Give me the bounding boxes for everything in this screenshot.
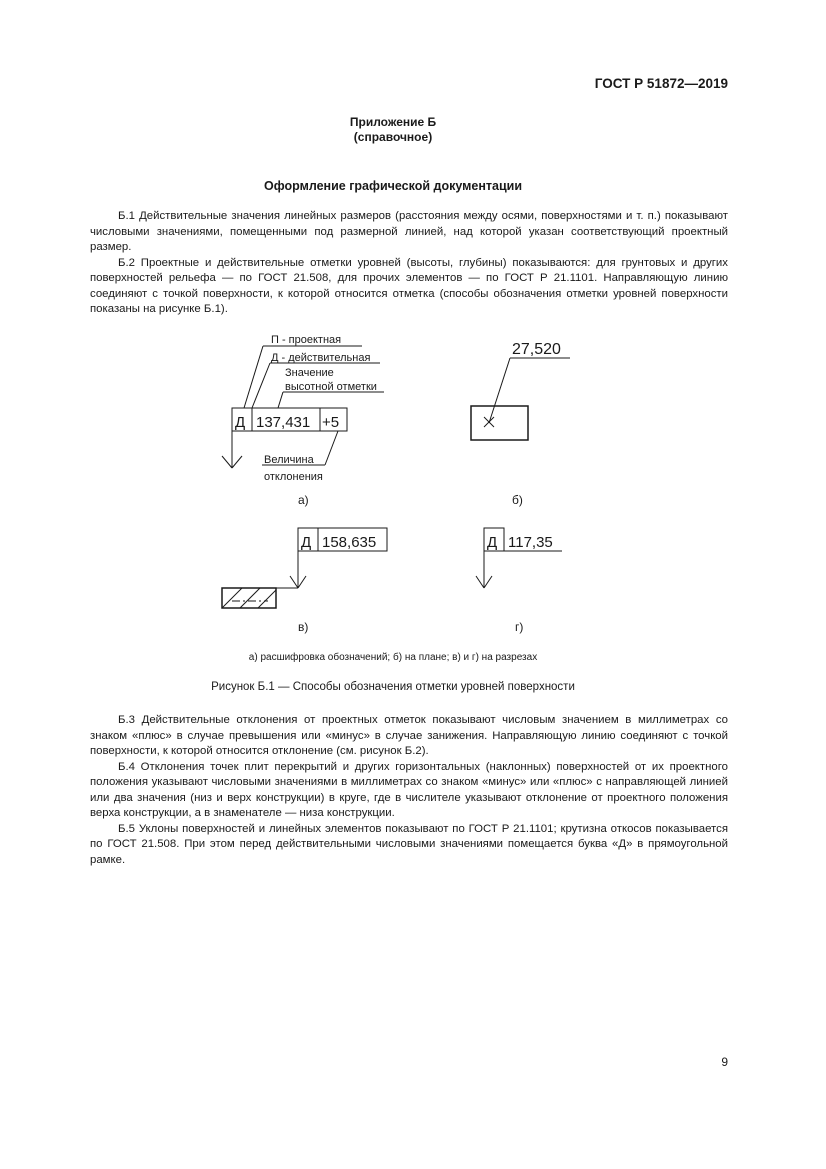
appendix-heading xyxy=(0,115,786,145)
caption-g: г) xyxy=(515,620,524,634)
page-number: 9 xyxy=(721,1055,728,1069)
paragraphs-top xyxy=(90,209,728,318)
paragraph-b1: Б.1 Действительные значения линейных размеров (расстояния между осями, поверхностями и т. п.) показывают числовыми значениями, помещенными под размерной линией, над которой указан соответствующий проектный размер. xyxy=(90,210,728,253)
box-letter-v: Д xyxy=(301,534,312,551)
paragraph-b5: Б.5 Уклоны поверхностей и линейных элементов показывают по ГОСТ Р 21.1101; крутизна откосов показывается по ГОСТ 21.508. При этом перед действительными числовыми значениями помещается буква «Д» в прямоугольной рамке. xyxy=(90,822,728,866)
figure-part-b xyxy=(471,341,570,507)
paragraph-b2: Б.2 Проектные и действительные отметки уровней (высоты, глубины) показываются: для грунтовых и других поверхностей рельефа — по ГОСТ 21.508, для прочих элементов — по ГОСТ Р 21.1101. Направляющую линию соединяют с точкой поверхности, к которой относится отметка (способы обозначения отметки уровней поверхности показаны на рисунке Б.1). xyxy=(90,256,728,315)
paragraphs-bottom xyxy=(90,713,728,868)
figure-caption: Рисунок Б.1 — Способы обозначения отметки уровней поверхности xyxy=(211,681,575,693)
figure-b1 xyxy=(0,325,826,645)
box-letter-a: Д xyxy=(235,414,246,431)
box-deviation-a: +5 xyxy=(322,414,340,431)
appendix-title: Приложение Б xyxy=(349,115,437,129)
box-letter-g: Д xyxy=(487,534,498,551)
caption-a: а) xyxy=(298,493,309,507)
section-title: Оформление графической документации xyxy=(263,179,523,193)
paragraph-b4: Б.4 Отклонения точек плит перекрытий и других горизонтальных (наклонных) поверхностей от их проектного положения указывают числовыми значениями в миллиметрах со знаком «минус» или «плюс» с направляющей линией или два значения (низ и верх конструкции) в круге, где в числителе указывают отклонение от проектного положения верха конструкции, а в знаменателе — низа конструкции. xyxy=(90,760,728,819)
figure-subcaption: а) расшифровка обозначений; б) на плане; в) и г) на разрезах xyxy=(248,652,538,663)
label-deviation-line2: отклонения xyxy=(264,471,323,483)
value-b: 27,520 xyxy=(512,341,561,358)
figure-part-g xyxy=(476,528,562,634)
box-value-g: 117,35 xyxy=(508,534,553,551)
label-projected: П - проектная xyxy=(271,334,342,346)
standard-number: ГОСТ Р 51872—2019 xyxy=(594,76,728,91)
figure-part-a xyxy=(222,334,384,507)
box-value-a: 137,431 xyxy=(256,414,311,431)
label-value-line1: Значение xyxy=(285,367,334,379)
box-value-v: 158,635 xyxy=(322,534,377,551)
figure-part-v xyxy=(222,528,387,634)
paragraph-b3: Б.3 Действительные отклонения от проектных отметок показывают числовым значением в миллиметрах со знаком «плюс» в случае превышения или «минус» в случае занижения. Направляющую линию соединяют с точкой поверхности, к которой относится отклонение (см. рисунок Б.2). xyxy=(90,714,728,757)
appendix-subtitle: (справочное) xyxy=(353,130,433,144)
caption-b: б) xyxy=(512,493,523,507)
label-deviation-line1: Величина xyxy=(264,454,314,466)
caption-v: в) xyxy=(298,620,309,634)
label-actual: Д - действительная xyxy=(271,352,371,364)
label-value-line2: высотной отметки xyxy=(285,381,377,393)
